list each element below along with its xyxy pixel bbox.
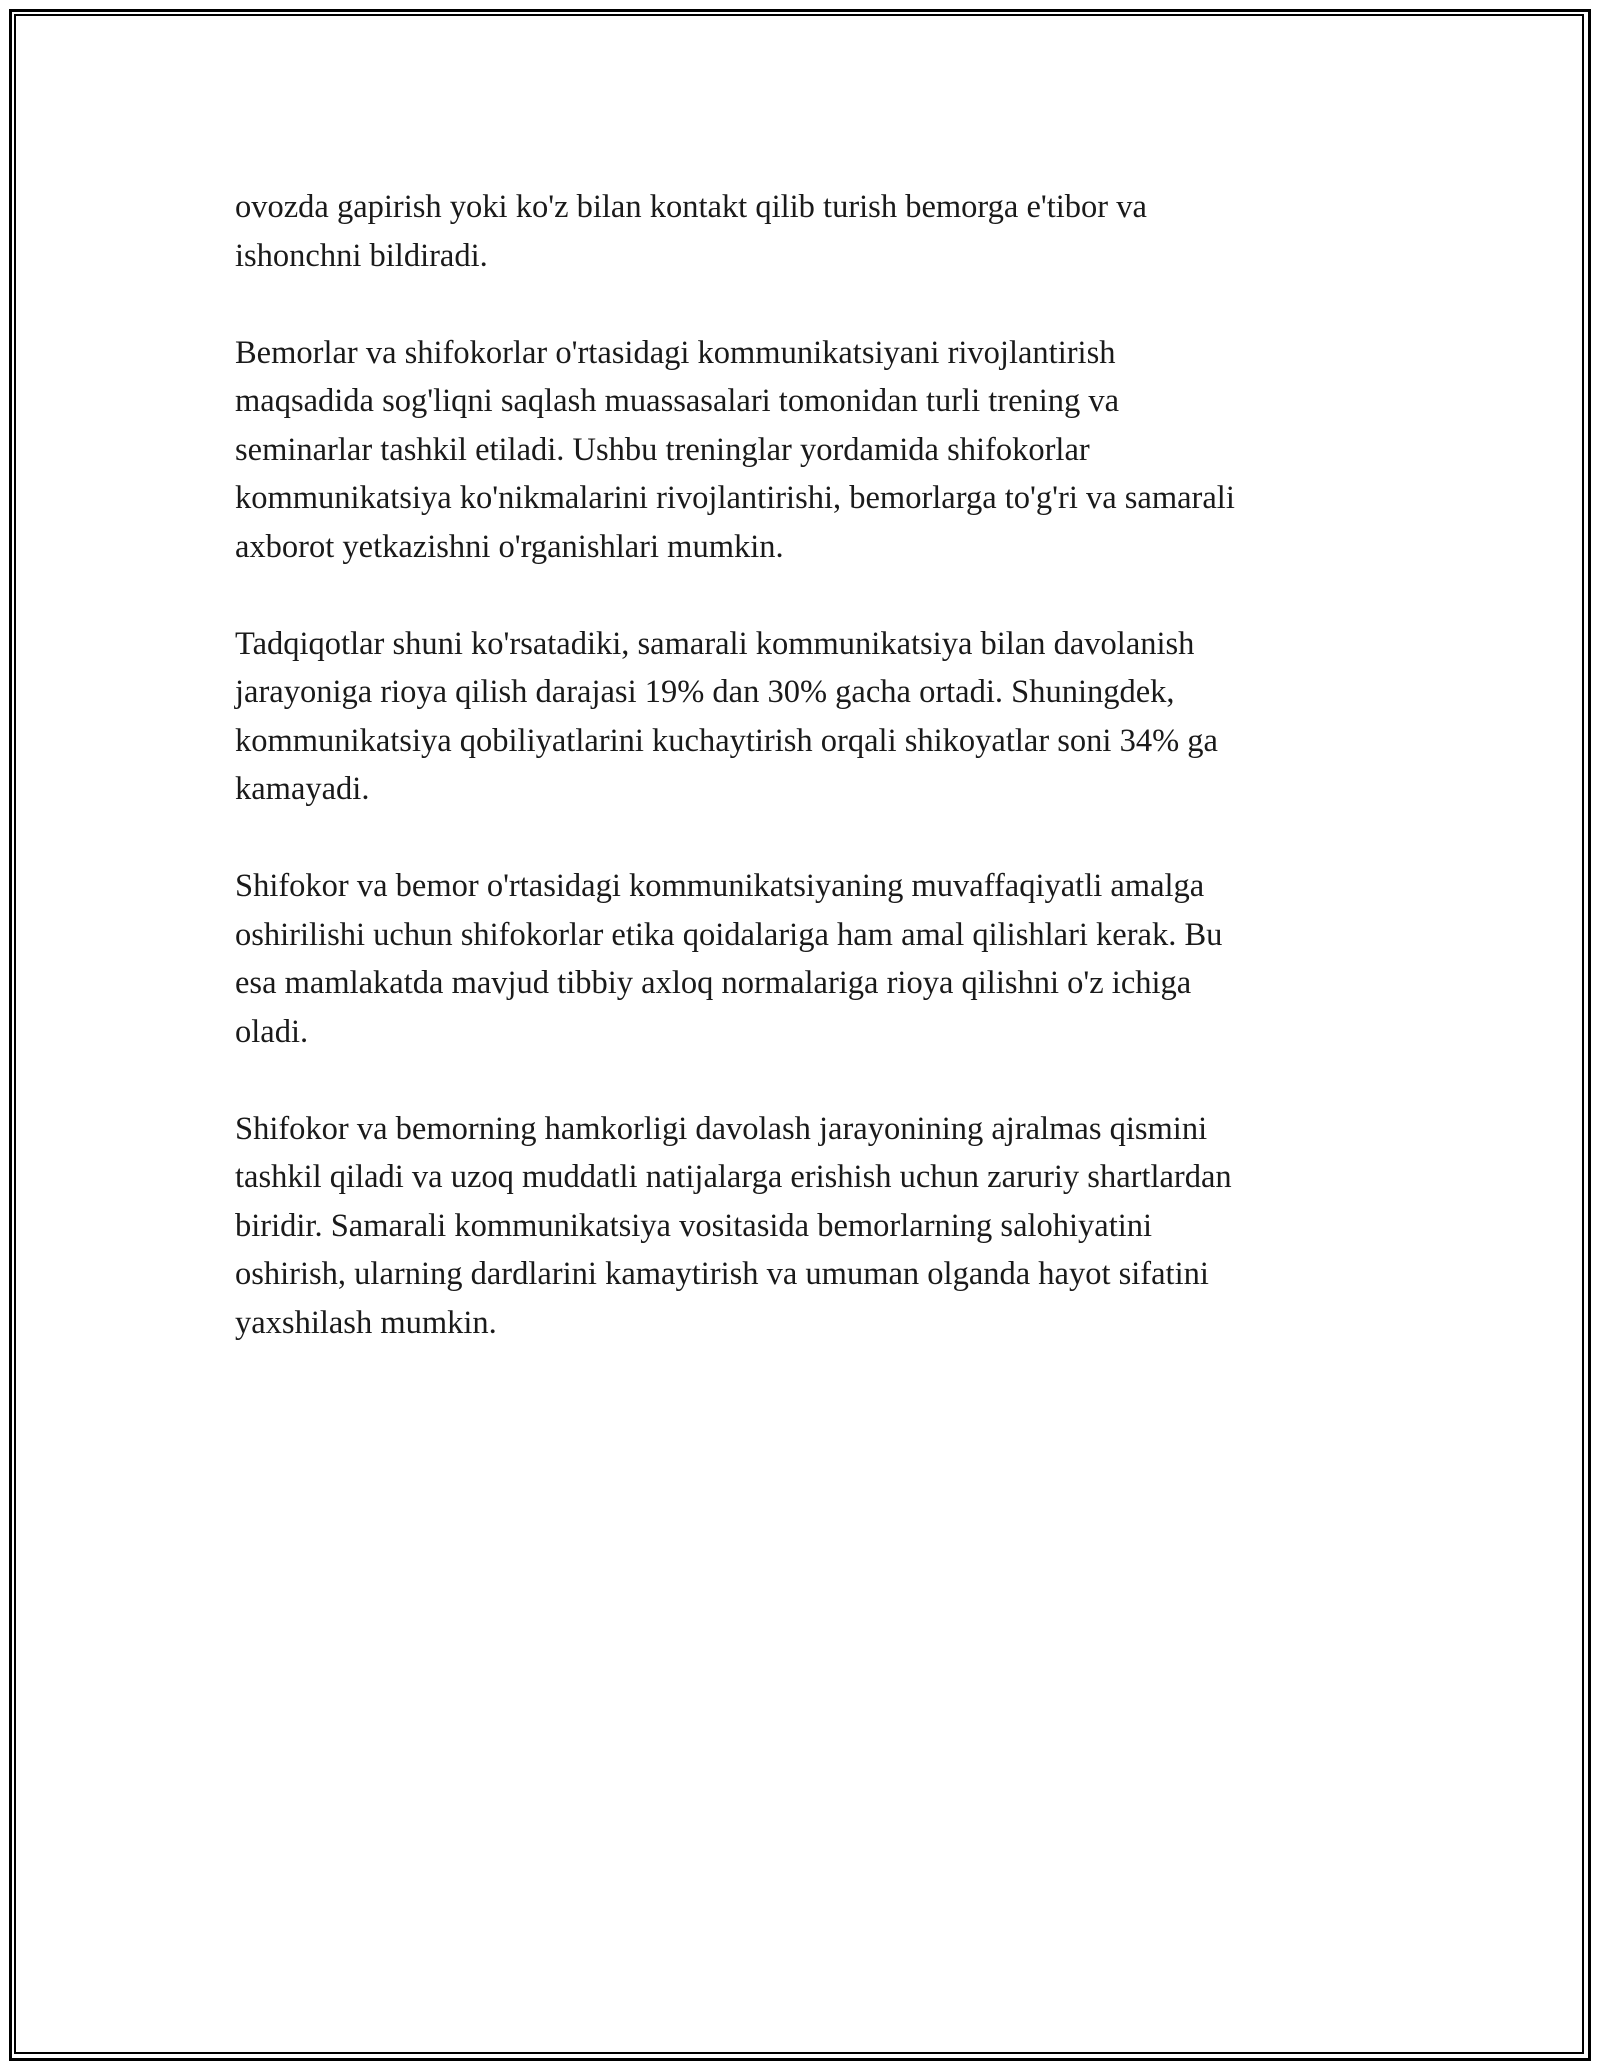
paragraph-5: Shifokor va bemorning hamkorligi davolash jarayonining ajralmas qismini tashkil qiladi va uzoq muddatli natijalarga erishish uchun zaruriy shartlardan biridir. Samarali kommunikatsiya vositasida bemorlarning salohiyatini oshirish, ularning dardlarini kamaytirish va umuman olganda hayot sifatini yaxshilash mumkin. <box>235 1110 1232 1341</box>
document-body <box>235 183 1385 1396</box>
paragraph-1: ovozda gapirish yoki ko'z bilan kontakt qilib turish bemorga e'tibor va ishonchni bildiradi. <box>235 189 1147 274</box>
paragraph-2: Bemorlar va shifokorlar o'rtasidagi kommunikatsiyani rivojlantirish maqsadida sog'liqni saqlash muassasalari tomonidan turli trening va seminarlar tashkil etiladi. Ushbu treninglar yordamida shifokorlar kommunikatsiya ko'nikmalarini rivojlantirishi, bemorlarga to'g'ri va samarali axborot yetkazishni o'rganishlari mumkin. <box>235 334 1235 565</box>
paragraph-4: Shifokor va bemor o'rtasidagi kommunikatsiyaning muvaffaqiyatli amalga oshirilishi uchun shifokorlar etika qoidalariga ham amal qilishlari kerak. Bu esa mamlakatda mavjud tibbiy axloq normalariga rioya qilishni o'z ichiga oladi. <box>235 868 1223 1050</box>
paragraph-3: Tadqiqotlar shuni ko'rsatadiki, samarali kommunikatsiya bilan davolanish jarayoniga rioya qilish darajasi 19% dan 30% gacha ortadi. Shuningdek, kommunikatsiya qobiliyatlarini kuchaytirish orqali shikoyatlar soni 34% ga kamayadi. <box>235 625 1218 807</box>
